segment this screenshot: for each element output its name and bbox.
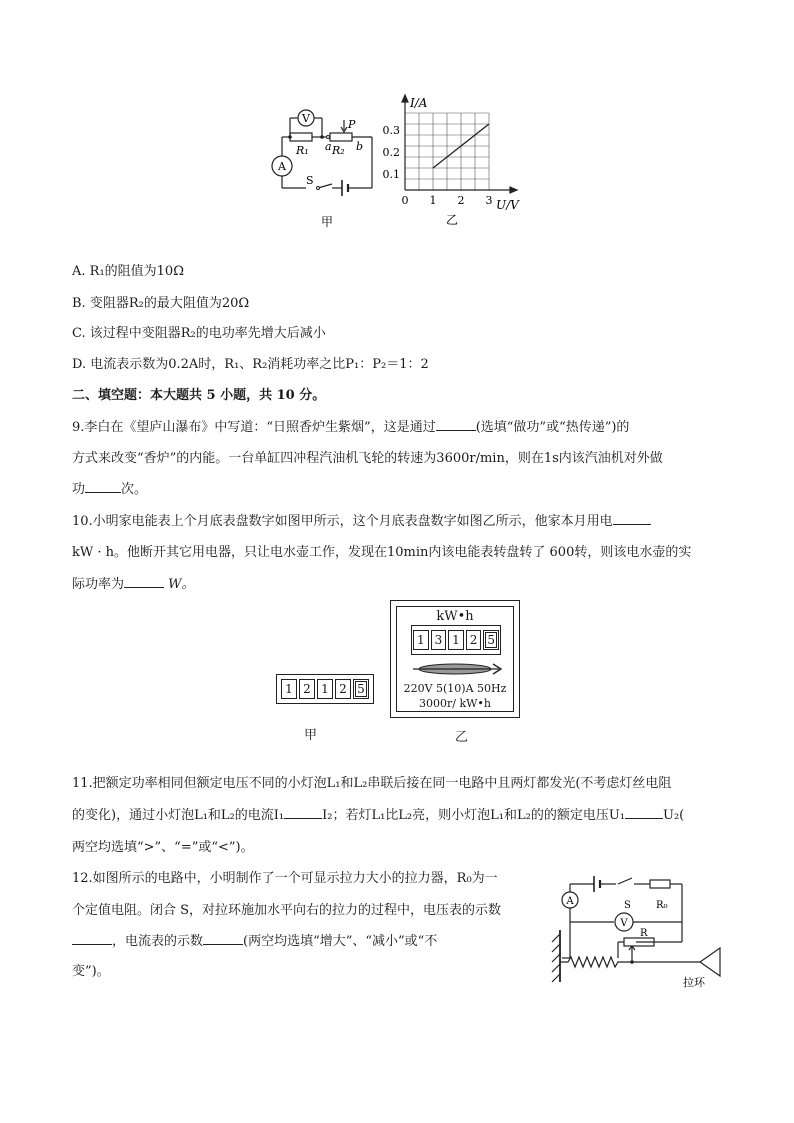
meter-digit: 5 xyxy=(353,679,369,699)
y-tick-label: 0.3 xyxy=(382,124,400,137)
r-label: R xyxy=(640,928,648,939)
q10-line3: 际功率为 W。 xyxy=(72,577,195,592)
option-c: C. 该过程中变阻器R₂的电功率先增大后减小 xyxy=(72,326,326,341)
x-tick-label: 2 xyxy=(457,194,465,207)
meter-digit: 1 xyxy=(317,679,333,699)
q11-line1: 11.把额定功率相同但额定电压不同的小灯泡L₁和L₂串联后接在同一电路中且两灯都发光(不考虑灯丝电阻 xyxy=(72,776,672,791)
answer-blank xyxy=(625,818,663,819)
r2-label: R₂ xyxy=(332,144,345,157)
meter-display xyxy=(411,625,501,655)
switch-label: S xyxy=(624,900,631,911)
section-title: 二、填空题：本大题共 5 小题，共 10 分。 xyxy=(72,388,326,403)
option-a: A. R₁的阻值为10Ω xyxy=(72,264,184,279)
ammeter-label: A xyxy=(566,896,574,907)
answer-blank xyxy=(72,944,112,945)
meter-digit: 5 xyxy=(483,630,499,650)
q10-line2: kW · h。他断开其它用电器，只让电水壶工作，发现在10min内该电能表转盘转了 600转，则该电水壶的实 xyxy=(72,545,692,560)
answer-blank xyxy=(613,524,651,525)
answer-blank xyxy=(124,587,164,588)
x-axis-label: U/V xyxy=(496,198,519,212)
voltmeter-label: V xyxy=(620,918,628,929)
ring-label: 拉环 xyxy=(683,976,705,989)
meter-digit: 2 xyxy=(335,679,351,699)
answer-blank xyxy=(436,430,476,431)
ammeter-label: A xyxy=(278,160,286,173)
caption-yi: 乙 xyxy=(445,213,459,227)
answer-blank xyxy=(203,944,243,945)
x-tick-label: 3 xyxy=(485,194,493,207)
answer-blank xyxy=(284,818,322,819)
x-tick-label: 1 xyxy=(429,194,437,207)
y-axis-label: I/A xyxy=(410,96,428,110)
circuit-diagram-jia xyxy=(262,100,382,230)
y-tick-label: 0.1 xyxy=(382,168,400,181)
meter-digit: 1 xyxy=(281,679,297,699)
q9-line2: 方式来改变“香炉”的内能。一台单缸四冲程汽油机飞轮的转速为3600r/min，则在1s内该汽油机对外做 xyxy=(72,451,663,466)
r1-label: R₁ xyxy=(296,144,309,157)
meter-spec-1: 220V 5(10)A 50Hz xyxy=(403,682,507,695)
q11-line3: 两空均选填“>”、“=”或“<”)。 xyxy=(72,840,254,855)
x-tick-label: 0 xyxy=(401,194,409,207)
option-d: D. 电流表示数为0.2A时，R₁、R₂消耗功率之比P₁：P₂＝1：2 xyxy=(72,357,429,372)
switch-label: S xyxy=(306,174,314,187)
meter-digit: 2 xyxy=(466,630,482,650)
meter-unit: kW•h xyxy=(436,609,474,624)
meter-digit: 1 xyxy=(413,630,429,650)
iu-graph-yi xyxy=(380,92,530,232)
meter-digit: 2 xyxy=(299,679,315,699)
q11-line2: 的变化)，通过小灯泡L₁和L₂的电流I₁ I₂；若灯L₁比L₂亮，则小灯泡L₁和L₂的的额定电压U₁ U₂( xyxy=(72,808,685,823)
meter-digit: 3 xyxy=(431,630,447,650)
meter-disc-arrow xyxy=(409,659,505,679)
q12-line3: ，电流表的示数 (两空均选填“增大”、“减小”或“不 xyxy=(72,934,437,950)
voltmeter-label: V xyxy=(302,112,310,125)
q12-line4: 变”)。 xyxy=(72,964,110,979)
caption-meter-yi: 乙 xyxy=(455,730,469,745)
meter-digit: 1 xyxy=(448,630,464,650)
p-label: P xyxy=(348,118,356,131)
caption-jia: 甲 xyxy=(320,215,334,229)
y-tick-label: 0.2 xyxy=(382,146,400,159)
caption-meter-jia: 甲 xyxy=(304,728,318,743)
meter-spec-2: 3000r/ kW•h xyxy=(419,697,491,710)
a-label: a xyxy=(325,140,332,153)
q9-line1: 9.李白在《望庐山瀑布》中写道：“日照香炉生紫烟”，这是通过 (选填“做功”或“热传递”)的 xyxy=(72,420,630,435)
q10-line1: 10.小明家电能表上个月底表盘数字如图甲所示，这个月底表盘数字如图乙所示，他家本月用电 xyxy=(72,514,651,530)
meter-yi xyxy=(390,600,520,718)
b-label: b xyxy=(356,140,364,153)
option-b: B. 变阻器R₂的最大阻值为20Ω xyxy=(72,296,250,311)
tension-meter-circuit xyxy=(540,870,730,992)
meter-jia xyxy=(276,674,374,704)
q9-line3: 功 次。 xyxy=(72,482,148,497)
q12-line2: 个定值电阻。闭合 S，对拉环施加水平向右的拉力的过程中，电压表的示数 xyxy=(72,903,502,918)
q12-line1: 12.如图所示的电路中，小明制作了一个可显示拉力大小的拉力器，R₀为一 xyxy=(72,871,498,886)
answer-blank xyxy=(85,492,121,493)
r0-label: R₀ xyxy=(656,900,668,911)
